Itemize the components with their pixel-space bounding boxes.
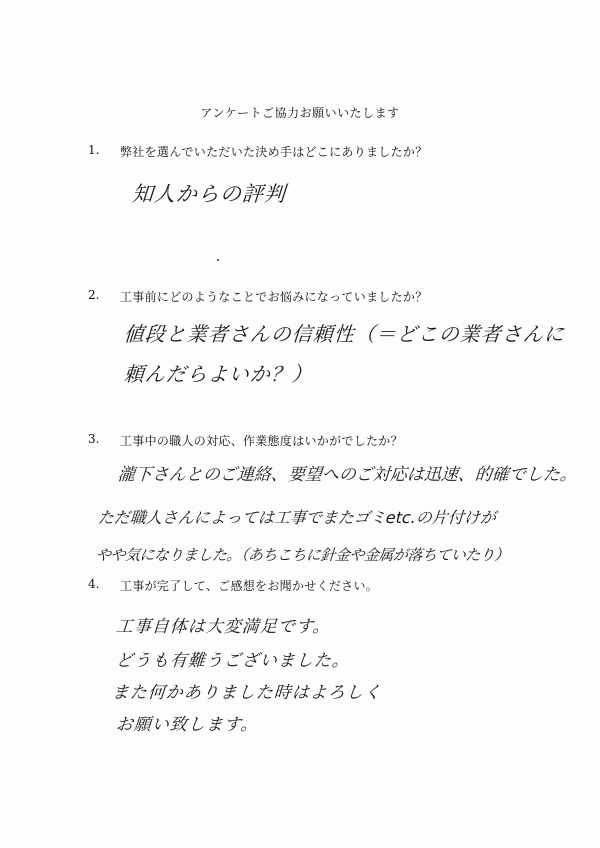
answer-4-line-3: また何かありました時はよろしく	[111, 683, 383, 703]
question-3-number: 3.	[88, 432, 100, 446]
stray-mark	[217, 259, 219, 261]
survey-title: アンケートご協力お願いいたします	[200, 106, 400, 120]
answer-2-line-1: 値段と業者さんの信頼性（＝どこの業者さんに	[123, 322, 566, 346]
answer-4-line-4: お願い致します。	[115, 715, 260, 735]
question-2-text: 工事前にどのようなことでお悩みになっていましたか？	[120, 290, 428, 304]
question-4-text: 工事が完了して、ご感想をお聞かせください。	[120, 579, 379, 593]
question-3-text: 工事中の職人の対応、作業態度はいかがでしたか？	[120, 434, 403, 448]
question-1-number: 1.	[88, 143, 100, 157]
question-2-number: 2.	[88, 288, 100, 302]
answer-4-line-2: どうも有難うございました。	[115, 651, 351, 671]
question-4-number: 4.	[88, 577, 100, 591]
answer-4-line-1: 工事自体は大変満足です。	[115, 617, 332, 637]
answer-2-line-2: 頼んだらよいか？）	[123, 362, 314, 386]
answer-1-line-1: 知人からの評判	[131, 182, 287, 206]
answer-3-line-2: ただ職人さんによっては工事でまたゴミetc.の片付けが	[97, 508, 497, 527]
question-1-text: 弊社を選んでいただいた決め手はどこにありましたか？	[120, 145, 428, 159]
answer-3-line-3: やや気になりました。（あちこちに針金や金属が落ちていたり）	[95, 546, 510, 564]
answer-3-line-1: 瀧下さんとのご連絡、要望へのご対応は迅速、的確でした。	[117, 465, 578, 485]
